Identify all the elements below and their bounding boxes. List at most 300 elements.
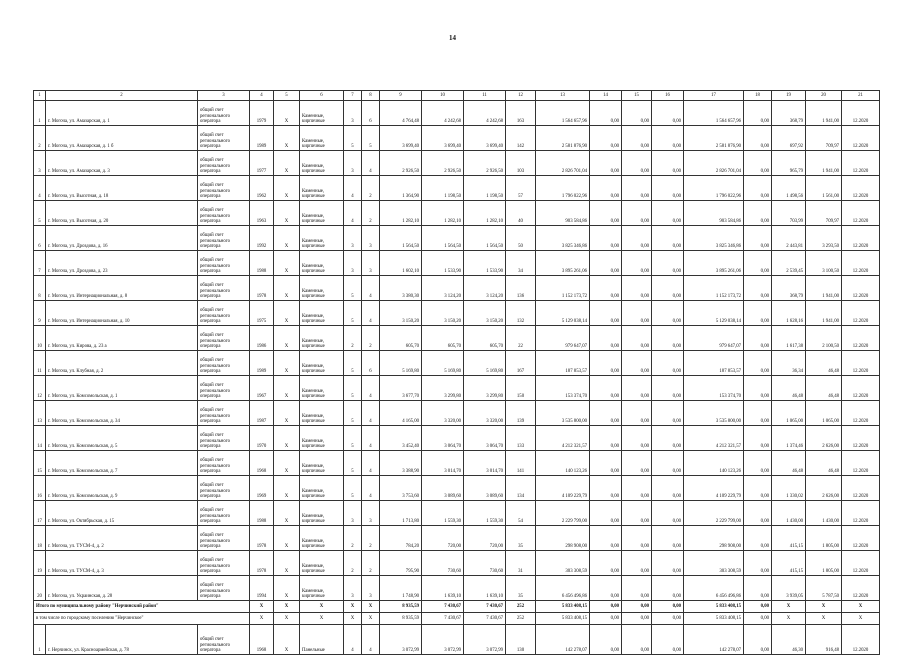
table-cell: 1 559,30 xyxy=(422,501,464,526)
total-row xyxy=(34,601,880,613)
table-cell: Х xyxy=(772,613,806,625)
table-cell: 1994 xyxy=(250,576,274,601)
table-cell: 0,00 xyxy=(622,126,652,151)
header-cell: 13 xyxy=(536,91,590,101)
table-cell: 1 364,90 xyxy=(380,176,422,201)
table-cell: г. Могоча, ул. ТУСМ-4, д. 3 xyxy=(46,551,198,576)
table-cell: общий счет регионального оператора xyxy=(198,426,250,451)
table-cell: 46,48 xyxy=(772,451,806,476)
table-cell: 0,00 xyxy=(652,476,684,501)
table-cell: 1988 xyxy=(250,501,274,526)
table-cell: 1 748,90 xyxy=(380,576,422,601)
table-cell: 6 xyxy=(34,226,46,251)
table-cell: 1 198,50 xyxy=(422,176,464,201)
table-cell: 0,00 xyxy=(652,151,684,176)
table-cell: 1 805,00 xyxy=(806,551,842,576)
table-cell: Каменные, кирпичные xyxy=(300,576,344,601)
table-cell: 34 xyxy=(506,251,536,276)
table-cell: 7 430,67 xyxy=(464,613,506,625)
table-cell: 2 826 701,04 xyxy=(684,151,744,176)
table-cell: 1 941,00 xyxy=(806,151,842,176)
table-cell: 0,00 xyxy=(744,376,772,401)
table-cell: 1986 xyxy=(250,326,274,351)
table-cell: 0,00 xyxy=(652,501,684,526)
table-cell: 31 xyxy=(506,551,536,576)
table-cell: 140 123,26 xyxy=(536,451,590,476)
table-cell: 3 xyxy=(362,226,380,251)
table-cell: 4 xyxy=(362,151,380,176)
table-cell: г. Могоча, ул. Комсомольская, д. 1 xyxy=(46,376,198,401)
table-cell: 0,00 xyxy=(590,601,622,613)
table-row xyxy=(34,101,880,126)
table-cell: 3 699,40 xyxy=(464,126,506,151)
table-cell: 0,00 xyxy=(590,126,622,151)
table-cell: Х xyxy=(300,613,344,625)
table-cell: 1 941,00 xyxy=(806,276,842,301)
table-cell: 3 xyxy=(344,151,362,176)
table-cell: Х xyxy=(274,151,300,176)
table-cell: 46,30 xyxy=(772,625,806,655)
table-cell: 0,00 xyxy=(744,176,772,201)
header-cell: 20 xyxy=(806,91,842,101)
table-cell: 0,00 xyxy=(744,301,772,326)
header-cell: 8 xyxy=(362,91,380,101)
table-cell: 0,00 xyxy=(590,376,622,401)
table-row xyxy=(34,276,880,301)
table-cell: 0,00 xyxy=(652,226,684,251)
table-cell: 4 xyxy=(362,301,380,326)
table-cell: 8 935,59 xyxy=(380,613,422,625)
table-cell: г. Могоча, ул. ТУСМ-4, д. 2 xyxy=(46,526,198,551)
table-cell: 0,00 xyxy=(622,625,652,655)
table-cell: 1968 xyxy=(250,451,274,476)
table-cell: 979 647,07 xyxy=(684,326,744,351)
table-cell: 57 xyxy=(506,176,536,201)
table-cell: г. Могоча, ул. Украинская, д. 28 xyxy=(46,576,198,601)
table-cell: 0,00 xyxy=(652,426,684,451)
table-cell: 0,00 xyxy=(622,601,652,613)
table-cell: 132 xyxy=(506,301,536,326)
table-cell: 1 564,50 xyxy=(380,226,422,251)
table-cell: 720,00 xyxy=(464,526,506,551)
header-cell: 10 xyxy=(422,91,464,101)
table-cell: 0,00 xyxy=(590,613,622,625)
table-cell: 3 150,20 xyxy=(464,301,506,326)
table-cell: 0,00 xyxy=(590,176,622,201)
table-cell: 0,00 xyxy=(652,613,684,625)
table-cell: 4 764,48 xyxy=(380,101,422,126)
header-cell: 15 xyxy=(622,91,652,101)
table-cell: Х xyxy=(842,613,880,625)
table-cell: 3 xyxy=(344,501,362,526)
table-cell: 6 xyxy=(362,351,380,376)
table-cell: 12.2020 xyxy=(842,401,880,426)
table-cell: Х xyxy=(274,526,300,551)
table-cell: 730,60 xyxy=(464,551,506,576)
table-cell: 1 430,00 xyxy=(806,501,842,526)
table-cell: 19 xyxy=(34,551,46,576)
table-cell: 12.2020 xyxy=(842,301,880,326)
header-cell: 16 xyxy=(652,91,684,101)
table-cell: 12.2020 xyxy=(842,201,880,226)
table-cell: 5 129 038,14 xyxy=(536,301,590,326)
table-cell: 40 xyxy=(506,201,536,226)
table-cell: 12 xyxy=(34,376,46,401)
table-cell: 1967 xyxy=(250,376,274,401)
table-cell: 0,00 xyxy=(622,251,652,276)
subtotal-row-label: в том числе по городскому поселению "Нерчинское" xyxy=(34,613,250,625)
table-cell: 1 330,02 xyxy=(772,476,806,501)
table-cell: общий счет регионального оператора xyxy=(198,101,250,126)
table-cell: 0,00 xyxy=(622,376,652,401)
table-cell: 1 941,00 xyxy=(806,101,842,126)
table-cell: 1 617,38 xyxy=(772,326,806,351)
table-row xyxy=(34,176,880,201)
table-cell: 3 825 346,86 xyxy=(684,226,744,251)
header-cell: 7 xyxy=(344,91,362,101)
table-cell: г. Могоча, ул. Комсомольская, д. 7 xyxy=(46,451,198,476)
table-row xyxy=(34,251,880,276)
table-cell: Х xyxy=(274,326,300,351)
table-cell: 4 xyxy=(362,426,380,451)
table-cell: Каменные, кирпичные xyxy=(300,101,344,126)
table-cell: 1 282,10 xyxy=(380,201,422,226)
table-cell: 13 xyxy=(34,401,46,426)
table-cell: 50 xyxy=(506,226,536,251)
table-cell: г. Могоча, ул. Амазарская, д. 1 xyxy=(46,101,198,126)
table-cell: 130 xyxy=(506,625,536,655)
table-cell: 979 647,07 xyxy=(536,326,590,351)
table-cell: 1987 xyxy=(250,401,274,426)
table-cell: 0,00 xyxy=(652,276,684,301)
table-cell: 1 941,00 xyxy=(806,301,842,326)
table-cell: 153 374,70 xyxy=(684,376,744,401)
table-cell: 903 584,86 xyxy=(684,201,744,226)
table-cell: 2 xyxy=(362,201,380,226)
table-cell: 0,00 xyxy=(744,451,772,476)
table-cell: 1 564 657,96 xyxy=(536,101,590,126)
table-cell: 14 xyxy=(34,426,46,451)
table-cell: 2 926,50 xyxy=(464,151,506,176)
table-cell: 7 430,67 xyxy=(464,601,506,613)
table-cell: 0,00 xyxy=(652,326,684,351)
table-cell: 5 xyxy=(344,476,362,501)
table-cell: 4 xyxy=(362,476,380,501)
table-cell: 5 833 408,15 xyxy=(536,601,590,613)
table-cell: Х xyxy=(300,601,344,613)
table-cell: Каменные, кирпичные xyxy=(300,151,344,176)
table-cell: Х xyxy=(274,201,300,226)
table-cell: 0,00 xyxy=(590,576,622,601)
table-cell: 0,00 xyxy=(744,526,772,551)
table-cell: общий счет регионального оператора xyxy=(198,476,250,501)
table-cell: 0,00 xyxy=(622,501,652,526)
table-cell: 142 278,07 xyxy=(536,625,590,655)
table-cell: 3 452,40 xyxy=(380,426,422,451)
table-cell: 1 xyxy=(34,101,46,126)
table-cell: 3 825 346,86 xyxy=(536,226,590,251)
table-cell: 0,00 xyxy=(652,176,684,201)
table-cell: 4 xyxy=(362,625,380,655)
table-cell: 0,00 xyxy=(590,501,622,526)
table-cell: 0,00 xyxy=(622,276,652,301)
page-number: 14 xyxy=(449,34,456,42)
table-cell: 1 564,50 xyxy=(464,226,506,251)
table-cell: 4 109 229,79 xyxy=(536,476,590,501)
header-cell: 1 xyxy=(34,91,46,101)
table-cell: Х xyxy=(274,376,300,401)
table-cell: 3 124,20 xyxy=(422,276,464,301)
table-cell: 1979 xyxy=(250,101,274,126)
table-cell: 11 xyxy=(34,351,46,376)
table-cell: Каменные, кирпичные xyxy=(300,176,344,201)
table-cell: Х xyxy=(344,601,362,613)
table-cell: 3 072,99 xyxy=(464,625,506,655)
table-cell: 1989 xyxy=(250,126,274,151)
table-cell: 1977 xyxy=(250,151,274,176)
table-cell: 167 xyxy=(506,351,536,376)
table-cell: Х xyxy=(274,476,300,501)
table-cell: 4 xyxy=(344,201,362,226)
table-cell: 3 535 800,00 xyxy=(536,401,590,426)
table-cell: г. Могоча, ул. Комсомольская, д. 9 xyxy=(46,476,198,501)
table-cell: 3 380,30 xyxy=(380,276,422,301)
table-cell: 187 853,57 xyxy=(536,351,590,376)
table-cell: общий счет регионального оператора xyxy=(198,251,250,276)
table-cell: 1 498,56 xyxy=(772,176,806,201)
table-cell: 703,99 xyxy=(772,201,806,226)
table-cell: 0,00 xyxy=(652,351,684,376)
table-cell: Каменные, кирпичные xyxy=(300,426,344,451)
table-cell: 3 677,70 xyxy=(380,376,422,401)
table-cell: 12.2020 xyxy=(842,326,880,351)
table-cell: 5 833 408,15 xyxy=(536,613,590,625)
table-cell: 784,20 xyxy=(380,526,422,551)
table-cell: 795,90 xyxy=(380,551,422,576)
table-cell: 252 xyxy=(506,601,536,613)
table-cell: 0,00 xyxy=(590,301,622,326)
table-cell: 415,15 xyxy=(772,526,806,551)
table-cell: 0,00 xyxy=(590,526,622,551)
table-cell: 12.2020 xyxy=(842,576,880,601)
table-cell: г. Нерчинск, ул. Красноармейская, д. 78 xyxy=(46,625,198,655)
table-cell: 12.2020 xyxy=(842,176,880,201)
table-cell: 3 699,40 xyxy=(380,126,422,151)
table-cell: 9 xyxy=(34,301,46,326)
table-cell: 187 853,57 xyxy=(684,351,744,376)
table-cell: 0,00 xyxy=(744,251,772,276)
table-cell: 2 xyxy=(34,126,46,151)
total-row-label: Итого по муниципальному району "Нерчинский район" xyxy=(34,601,250,613)
table-cell: общий счет регионального оператора xyxy=(198,176,250,201)
table-cell: общий счет регионального оператора xyxy=(198,401,250,426)
table-cell: 303 308,59 xyxy=(536,551,590,576)
table-cell: 0,00 xyxy=(744,625,772,655)
table-cell: 3 535 800,00 xyxy=(684,401,744,426)
table-cell: Х xyxy=(274,126,300,151)
table-cell: г. Могоча, ул. Комсомольская, д. 34 xyxy=(46,401,198,426)
table-row xyxy=(34,151,880,176)
table-cell: 0,00 xyxy=(744,476,772,501)
table-cell: 0,00 xyxy=(744,551,772,576)
table-row xyxy=(34,201,880,226)
table-cell: общий счет регионального оператора xyxy=(198,501,250,526)
header-cell: 3 xyxy=(198,91,250,101)
table-cell: 7 xyxy=(34,251,46,276)
table-cell: 12.2020 xyxy=(842,376,880,401)
table-cell: 136 xyxy=(506,276,536,301)
table-cell: 3 699,40 xyxy=(422,126,464,151)
table-cell: 0,00 xyxy=(744,501,772,526)
table-cell: 0,00 xyxy=(622,301,652,326)
table-cell: 1 713,80 xyxy=(380,501,422,526)
table-cell: Каменные, кирпичные xyxy=(300,476,344,501)
table-cell: общий счет регионального оператора xyxy=(198,301,250,326)
table-cell: 1 561,00 xyxy=(806,176,842,201)
table-cell: 6 456 496,86 xyxy=(536,576,590,601)
table-cell: общий счет регионального оператора xyxy=(198,625,250,655)
table-cell: Каменные, кирпичные xyxy=(300,126,344,151)
table-cell: 1969 xyxy=(250,476,274,501)
table-cell: 4 165,00 xyxy=(380,401,422,426)
table-cell: 4 109 229,79 xyxy=(684,476,744,501)
table-cell: 1978 xyxy=(250,526,274,551)
table-cell: 3 xyxy=(344,576,362,601)
header-cell: 2 xyxy=(46,91,198,101)
table-cell: 1 602,10 xyxy=(380,251,422,276)
header-cell: 14 xyxy=(590,91,622,101)
table-cell: 1963 xyxy=(250,201,274,226)
table-cell: г. Могоча, ул. Дроздова, д. 16 xyxy=(46,226,198,251)
table-cell: 12.2020 xyxy=(842,101,880,126)
table-cell: 3 320,00 xyxy=(464,401,506,426)
table-cell: 18 xyxy=(34,526,46,551)
table-cell: 1962 xyxy=(250,176,274,201)
table-cell: Х xyxy=(274,101,300,126)
table-cell: 0,00 xyxy=(590,276,622,301)
table-cell: 3 xyxy=(344,101,362,126)
table-cell: 605,70 xyxy=(464,326,506,351)
table-cell: Х xyxy=(274,251,300,276)
table-cell: 0,00 xyxy=(590,551,622,576)
table-cell: 4 212 321,57 xyxy=(684,426,744,451)
table-cell: общий счет регионального оператора xyxy=(198,351,250,376)
table-cell: 0,00 xyxy=(652,601,684,613)
table-cell: общий счет регионального оператора xyxy=(198,451,250,476)
table-cell: 368,79 xyxy=(772,101,806,126)
header-cell: 5 xyxy=(274,91,300,101)
table-cell: Х xyxy=(274,276,300,301)
table-cell: 1 533,90 xyxy=(464,251,506,276)
table-cell: 133 xyxy=(506,426,536,451)
table-cell: Х xyxy=(274,501,300,526)
table-cell: 1 796 022,96 xyxy=(536,176,590,201)
table-cell: 1968 xyxy=(250,625,274,655)
table-cell: г. Могоча, ул. Комсомольская, д. 5 xyxy=(46,426,198,451)
table-cell: 2 xyxy=(362,176,380,201)
table-cell: 709,97 xyxy=(806,201,842,226)
table-cell: 3 xyxy=(34,151,46,176)
table-cell: 0,00 xyxy=(744,426,772,451)
table-cell: 720,00 xyxy=(422,526,464,551)
table-cell: 5 169,80 xyxy=(422,351,464,376)
table-cell: 12.2020 xyxy=(842,226,880,251)
table-cell: 1 533,90 xyxy=(422,251,464,276)
table-row xyxy=(34,226,880,251)
table-cell: 2 xyxy=(344,526,362,551)
table-cell: 1978 xyxy=(250,551,274,576)
table-cell: 1 065,00 xyxy=(806,401,842,426)
table-cell: 3 388,90 xyxy=(380,451,422,476)
table-cell: 0,00 xyxy=(744,326,772,351)
table-cell: 12.2020 xyxy=(842,476,880,501)
table-cell: 3 089,60 xyxy=(422,476,464,501)
table-cell: 0,00 xyxy=(622,551,652,576)
table-cell: Х xyxy=(274,401,300,426)
table-cell: 3 014,70 xyxy=(464,451,506,476)
table-cell: 6 456 496,86 xyxy=(684,576,744,601)
table-cell: 46,48 xyxy=(806,376,842,401)
table-row xyxy=(34,426,880,451)
table-cell: Х xyxy=(250,613,274,625)
table-cell: Х xyxy=(806,601,842,613)
header-cell: 17 xyxy=(684,91,744,101)
table-cell: 1 152 173,72 xyxy=(536,276,590,301)
table-row xyxy=(34,326,880,351)
table-row xyxy=(34,526,880,551)
table-cell: Х xyxy=(274,601,300,613)
header-cell: 9 xyxy=(380,91,422,101)
table-cell: 150 xyxy=(506,376,536,401)
table-cell: 0,00 xyxy=(590,101,622,126)
table-cell: 1 559,30 xyxy=(464,501,506,526)
table-cell: общий счет регионального оператора xyxy=(198,276,250,301)
table-cell: 0,00 xyxy=(744,576,772,601)
table-cell: 4 242,68 xyxy=(422,101,464,126)
table-cell: 12.2020 xyxy=(842,451,880,476)
table-cell: Х xyxy=(362,601,380,613)
table-cell: 141 xyxy=(506,451,536,476)
table-cell: 1 282,10 xyxy=(464,201,506,226)
table-cell: 54 xyxy=(506,501,536,526)
table-cell: Х xyxy=(772,601,806,613)
table-cell: 2 626,00 xyxy=(806,476,842,501)
table-cell: 163 xyxy=(506,101,536,126)
table-cell: 0,00 xyxy=(590,426,622,451)
header-cell: 11 xyxy=(464,91,506,101)
table-cell: 1 628,16 xyxy=(772,301,806,326)
table-cell: 0,00 xyxy=(652,526,684,551)
table-cell: 3 299,80 xyxy=(464,376,506,401)
table-cell: 1 639,10 xyxy=(464,576,506,601)
table-cell: 0,00 xyxy=(590,226,622,251)
table-cell: 0,00 xyxy=(652,101,684,126)
table-cell: Каменные, кирпичные xyxy=(300,226,344,251)
table-cell: 3 xyxy=(362,251,380,276)
table-cell: Каменные, кирпичные xyxy=(300,376,344,401)
table-cell: Х xyxy=(274,451,300,476)
table-cell: 4 xyxy=(362,276,380,301)
table-cell: 2 229 799,00 xyxy=(684,501,744,526)
table-cell: 5 xyxy=(34,201,46,226)
table-cell: 0,00 xyxy=(622,201,652,226)
table-cell: 1 198,50 xyxy=(464,176,506,201)
table-cell: 4 xyxy=(362,401,380,426)
table-cell: 1978 xyxy=(250,276,274,301)
table-cell: Каменные, кирпичные xyxy=(300,551,344,576)
table-cell: 0,00 xyxy=(744,201,772,226)
table-cell: 3 150,20 xyxy=(380,301,422,326)
